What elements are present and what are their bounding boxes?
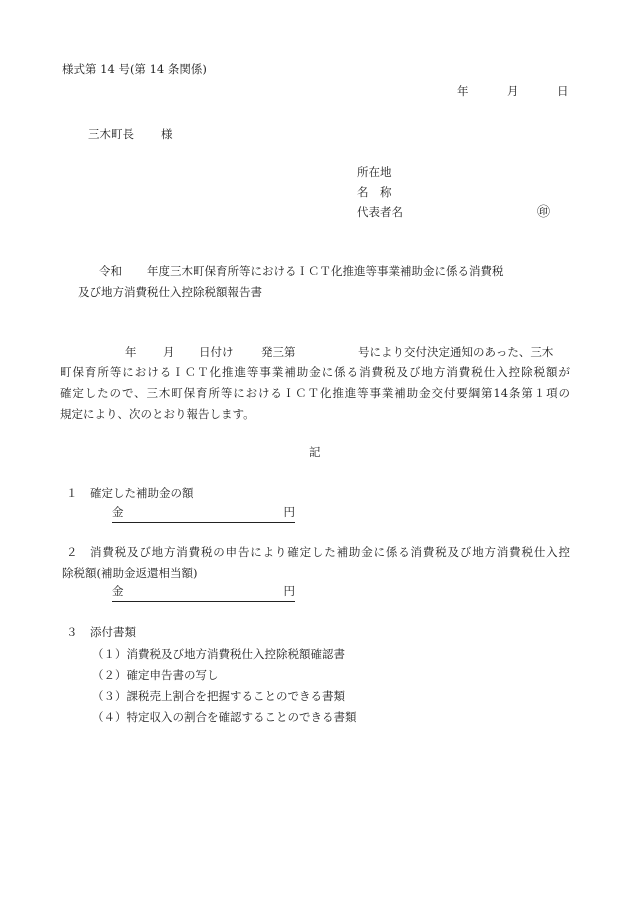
date-month: 月 — [507, 84, 519, 98]
attachment-item: （１）消費税及び地方消費税仕入控除税額確認書 — [92, 647, 345, 661]
date-day: 日 — [557, 84, 569, 98]
date-year: 年 — [457, 84, 469, 98]
intro-line-3: 確定したので、三木町保育所等におけるＩＣＴ化推進等事業補助金交付要綱第14条第１項の — [60, 386, 570, 400]
item-2-line-2: 除税額(補助金返還相当額) — [62, 566, 198, 580]
addressee-honorific: 様 — [161, 127, 173, 141]
item-1-en: 円 — [283, 505, 295, 519]
item-2-kin: 金 — [112, 584, 124, 598]
intro-body — [60, 362, 570, 425]
item-1-number: １ — [66, 486, 78, 500]
address-label: 所在地 — [357, 165, 392, 179]
title-line-1: 年度三木町保育所等におけるＩＣＴ化推進等事業補助金に係る消費税 — [147, 264, 504, 278]
intro-ref: 発三第 — [261, 345, 296, 359]
addressee-name: 三木町長 — [88, 127, 134, 141]
item-1-kin: 金 — [112, 505, 124, 519]
attachment-item: （４）特定収入の割合を確認することのできる書類 — [92, 710, 357, 724]
form-number-label: 様式第 14 号(第 14 条関係) — [62, 62, 207, 76]
attachment-item: （２）確定申告書の写し — [92, 668, 219, 682]
item-1-label: 確定した補助金の額 — [90, 486, 194, 500]
intro-line-1-rest: 号により交付決定通知のあった、三木 — [358, 345, 554, 359]
intro-year: 年 — [125, 345, 137, 359]
item-2-number: ２ — [66, 545, 78, 559]
attachment-list — [92, 644, 357, 728]
item-1-amount-field — [112, 507, 295, 523]
seal-mark: ㊞ — [537, 205, 551, 220]
title-era: 令和 — [99, 264, 122, 278]
item-3-label: 添付書類 — [90, 625, 136, 639]
item-2-line-1: 消費税及び地方消費税の申告により確定した補助金に係る消費税及び地方消費税仕入控 — [90, 545, 570, 559]
item-2-en: 円 — [283, 584, 295, 598]
intro-line-4: 規定により、次のとおり報告します。 — [60, 407, 255, 421]
intro-day: 日付け — [199, 345, 234, 359]
item-2-amount-field — [112, 586, 295, 602]
intro-month: 月 — [163, 345, 175, 359]
intro-line-2: 町保育所等におけるＩＣＴ化推進等事業補助金に係る消費税及び地方消費税仕入控除税額が — [60, 365, 570, 379]
item-3-number: ３ — [66, 625, 78, 639]
attachment-item: （３）課税売上割合を把握することのできる書類 — [92, 689, 345, 703]
representative-label: 代表者名 — [357, 205, 403, 219]
title-line-2: 及び地方消費税仕入控除税額報告書 — [78, 285, 262, 299]
name-label: 名 称 — [357, 185, 392, 199]
ki-heading: 記 — [309, 445, 321, 459]
